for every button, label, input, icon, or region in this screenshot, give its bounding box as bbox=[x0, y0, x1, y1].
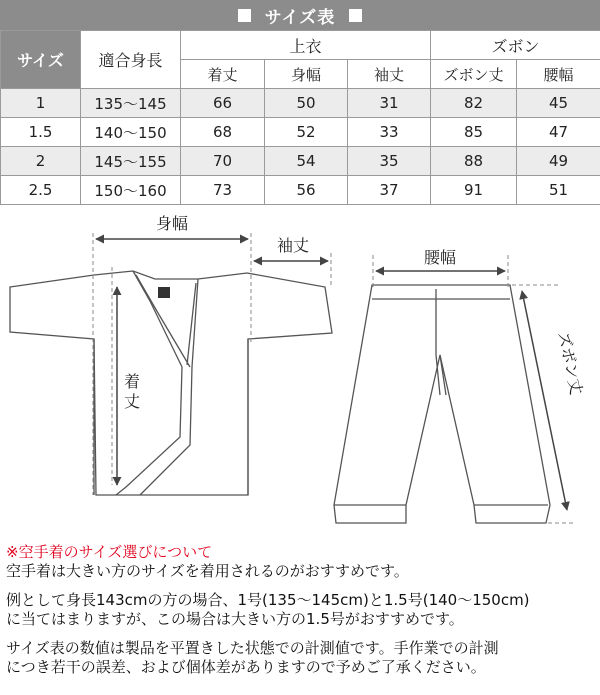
size-table-banner bbox=[0, 0, 600, 30]
notes-line: 例として身長143cmの方の場合、1号(135〜145cm)と1.5号(140〜150cm) bbox=[6, 591, 530, 609]
notes-line: 空手着は大きい方のサイズを着用されるのがおすすめです。 bbox=[6, 562, 409, 580]
table-row bbox=[1, 89, 600, 118]
cell-mihaba: 50 bbox=[265, 89, 348, 118]
pants-illustration bbox=[334, 285, 550, 523]
header-size: サイズ bbox=[1, 31, 81, 89]
header-koshihaba: 腰幅 bbox=[517, 60, 600, 89]
square-icon bbox=[349, 9, 362, 22]
cell-height: 150〜160 bbox=[81, 176, 181, 205]
sodetake-label: 袖丈 bbox=[276, 236, 310, 255]
cell-koshihaba: 47 bbox=[517, 118, 600, 147]
jacket-illustration bbox=[10, 271, 332, 495]
size-table bbox=[0, 30, 600, 205]
jacket-label-tag bbox=[158, 287, 170, 298]
garment-diagram bbox=[0, 205, 600, 540]
header-zubontake: ズボン丈 bbox=[431, 60, 517, 89]
banner-title: サイズ表 bbox=[264, 7, 336, 28]
zubontake-label: ズボン丈 bbox=[554, 329, 586, 397]
cell-koshihaba: 51 bbox=[517, 176, 600, 205]
cell-koshihaba: 45 bbox=[517, 89, 600, 118]
table-row bbox=[1, 147, 600, 176]
cell-size: 2.5 bbox=[1, 176, 81, 205]
size-notes bbox=[6, 543, 596, 677]
cell-height: 140〜150 bbox=[81, 118, 181, 147]
table-row bbox=[1, 118, 600, 147]
cell-mihaba: 52 bbox=[265, 118, 348, 147]
header-group-top: 上衣 bbox=[181, 31, 431, 60]
header-height: 適合身長 bbox=[81, 31, 181, 89]
kitake-label-2: 丈 bbox=[123, 392, 141, 411]
cell-size: 2 bbox=[1, 147, 81, 176]
header-mihaba: 身幅 bbox=[265, 60, 348, 89]
cell-kitake: 68 bbox=[181, 118, 265, 147]
header-sodetake: 袖丈 bbox=[348, 60, 431, 89]
cell-zubontake: 88 bbox=[431, 147, 517, 176]
cell-sodetake: 33 bbox=[348, 118, 431, 147]
notes-line: につき若干の誤差、および個体差がありますので予めご了承ください。 bbox=[6, 658, 486, 676]
notes-line: に当てはまりますが、この場合は大きい方の1.5号がおすすめです。 bbox=[6, 610, 464, 628]
square-icon bbox=[238, 9, 251, 22]
cell-mihaba: 54 bbox=[265, 147, 348, 176]
notes-line: サイズ表の数値は製品を平置きした状態での計測値です。手作業での計測 bbox=[6, 639, 499, 657]
cell-height: 145〜155 bbox=[81, 147, 181, 176]
table-row bbox=[1, 176, 600, 205]
notes-heading: ※空手着のサイズ選びについて bbox=[6, 543, 213, 561]
cell-size: 1.5 bbox=[1, 118, 81, 147]
cell-zubontake: 85 bbox=[431, 118, 517, 147]
cell-koshihaba: 49 bbox=[517, 147, 600, 176]
cell-kitake: 73 bbox=[181, 176, 265, 205]
cell-kitake: 66 bbox=[181, 89, 265, 118]
koshihaba-label: 腰幅 bbox=[423, 248, 457, 267]
cell-mihaba: 56 bbox=[265, 176, 348, 205]
cell-zubontake: 82 bbox=[431, 89, 517, 118]
cell-sodetake: 37 bbox=[348, 176, 431, 205]
mihaba-label: 身幅 bbox=[155, 214, 189, 233]
kitake-label-1: 着 bbox=[123, 372, 141, 391]
cell-zubontake: 91 bbox=[431, 176, 517, 205]
header-group-pants: ズボン bbox=[431, 31, 600, 60]
cell-sodetake: 35 bbox=[348, 147, 431, 176]
cell-height: 135〜145 bbox=[81, 89, 181, 118]
cell-sodetake: 31 bbox=[348, 89, 431, 118]
cell-kitake: 70 bbox=[181, 147, 265, 176]
header-kitake: 着丈 bbox=[181, 60, 265, 89]
cell-size: 1 bbox=[1, 89, 81, 118]
